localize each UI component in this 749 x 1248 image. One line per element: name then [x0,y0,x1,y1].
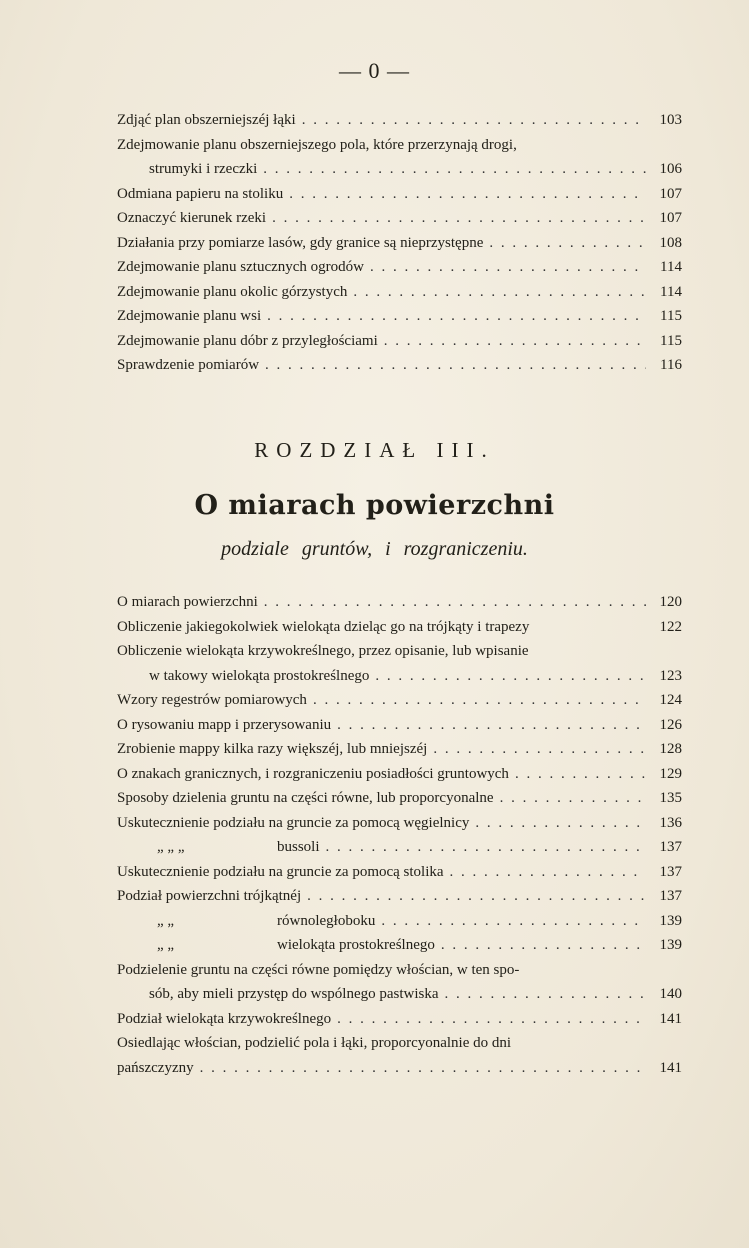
toc-entry-title [117,304,261,329]
toc-entry-title [117,353,259,378]
toc-entry-page: 137 [659,863,682,880]
toc-entry-page: 107 [659,185,682,202]
toc-entry-page: 108 [659,234,682,251]
toc-entry-text: sób, aby mieli przystęp do wspólnego pastwiska [149,986,439,1002]
toc-entry-title [117,280,347,305]
toc-entry-page: 140 [659,986,682,1002]
toc-entry-title [117,713,331,738]
dot-leader [381,909,646,934]
toc-entry [117,909,682,934]
toc-entry-title [117,108,296,133]
toc-entry [117,786,682,811]
toc-entry [117,329,682,354]
toc-entry-title [117,762,509,787]
dot-leader [433,737,646,762]
toc-entry-title [117,860,444,885]
toc-entry-text: Zdejmowanie planu obszerniejszego pola, które przerzynają drogi, [117,136,517,153]
dot-leader [337,1007,646,1032]
toc-entry [117,737,682,762]
toc-entry [117,353,682,378]
toc-entry-title [117,737,427,762]
toc-entry-title [117,909,375,934]
toc-entry-text: Oznaczyć kierunek rzeki [117,210,267,226]
toc-entry-title [117,884,301,909]
toc-entry-title [117,639,529,664]
toc-entry [117,958,682,983]
toc-entry-page: 107 [659,210,682,226]
toc-entry-text: Działania przy pomiarze lasów, gdy granice są nieprzystępne [117,234,484,251]
toc-entry-text: równoległoboku [277,912,376,929]
dot-leader [450,860,646,885]
toc-entry-text: Podział powierzchni trójkątnéj [117,888,302,904]
toc-entry-text: Odmiana papieru na stoliku [117,185,284,202]
toc-entry [117,1007,682,1032]
toc-entry-text: strumyki i rzeczki [149,161,258,177]
toc-entry-title [117,133,517,158]
toc-entry-text: wielokąta prostokreślnego [277,937,435,953]
toc-entry [117,206,682,231]
toc-entry-page: 115 [660,308,682,324]
toc-entry-title [117,615,529,640]
toc-entry-text: Obliczenie jakiegokolwiek wielokąta dzieląc go na trójkąty i trapezy [117,618,530,635]
toc-entry-page: 114 [660,259,682,275]
toc-entry-page: 139 [659,937,682,953]
toc-entry [117,860,682,885]
toc-entry-text: Uskutecznienie podziału na gruncie za pomocą stolika [117,863,444,880]
dot-leader [267,304,646,329]
toc-entry [117,108,682,133]
dot-leader [515,762,646,787]
toc-entry [117,688,682,713]
toc-entry-page: 141 [659,1059,682,1076]
dot-leader [302,108,646,133]
toc-entry-title [149,982,439,1007]
toc-entry-text: bussoli [277,839,320,855]
dot-leader [264,590,646,615]
toc-entry-title [117,1007,331,1032]
dot-leader [200,1056,646,1081]
toc-entry-text: Wzory regestrów pomiarowych [117,692,307,708]
toc-entry [117,157,682,182]
toc-entry [117,713,682,738]
toc-entry [117,1031,682,1056]
toc-entry-page: 124 [659,692,682,708]
toc-entry [117,231,682,256]
toc-entry-page: 129 [659,765,682,782]
toc-entry-page: 115 [660,332,682,349]
toc-entry [117,811,682,836]
dot-leader [384,329,646,354]
toc-entry-text: Zdjąć plan obszerniejszéj łąki [117,112,296,128]
dot-leader [289,182,646,207]
toc-entry [117,182,682,207]
ditto-mark: „ „ [157,937,175,953]
toc-entry-page: 137 [659,839,682,855]
toc-entry [117,615,682,640]
section-title: O miarach powierzchni [194,490,555,521]
toc-entry-text: Sprawdzenie pomiarów [117,357,260,373]
toc-entry-title [117,933,435,958]
toc-entry-text: w takowy wielokąta prostokreślnego [149,667,370,684]
toc-entry-title [117,231,483,256]
dot-leader [475,811,646,836]
toc-entry-page: 106 [659,161,682,177]
toc-entry [117,664,682,689]
dot-leader [263,157,646,182]
toc-entry-page: 136 [659,814,682,831]
toc-entry-page: 103 [659,112,682,128]
toc-entry [117,280,682,305]
section-subtitle: podziale gruntów, i rozgraniczeniu. [221,538,528,560]
toc-entry-title [117,958,519,983]
dot-leader [313,688,646,713]
toc-entry-title [117,182,283,207]
toc-entry [117,884,682,909]
toc-entry-title [149,157,257,182]
table-of-contents-top [117,108,682,378]
toc-entry [117,304,682,329]
ditto-mark: „ „ „ [157,839,185,855]
toc-entry-text: Podział wielokąta krzywokreślnego [117,1010,332,1027]
toc-entry-text: Sposoby dzielenia gruntu na części równe, lub proporcyonalne [117,790,494,806]
toc-entry-title [149,664,369,689]
toc-entry-title [117,786,494,811]
page-marker: — 0 — [339,58,410,83]
toc-entry [117,982,682,1007]
toc-entry [117,255,682,280]
toc-entry-text: Uskutecznienie podziału na gruncie za pomocą węgielnicy [117,814,470,831]
toc-entry [117,1056,682,1081]
dot-leader [445,982,646,1007]
dot-leader [265,353,646,378]
dot-leader [353,280,646,305]
toc-entry-text: Osiedlając włościan, podzielić pola i łąki, proporcyonalnie do dni [117,1035,512,1051]
toc-entry-text: O rysowaniu mapp i przerysowaniu [117,716,332,733]
toc-entry-page: 128 [659,741,682,757]
toc-entry-text: Podzielenie gruntu na części równe pomiędzy włościan, w ten spo- [117,961,520,978]
toc-entry-text: Zdejmowanie planu okolic górzystych [117,283,348,300]
chapter-heading: ROZDZIAŁ III. [254,438,495,462]
toc-entry-title [117,590,258,615]
toc-entry [117,762,682,787]
dot-leader [500,786,646,811]
toc-entry-text: O znakach granicznych, i rozgraniczeniu posiadłości gruntowych [117,765,509,782]
dot-leader [272,206,646,231]
dot-leader [370,255,646,280]
dot-leader [326,835,646,860]
toc-entry-page: 122 [659,618,682,635]
toc-entry-text: O miarach powierzchni [117,594,258,610]
toc-entry [117,639,682,664]
toc-entry [117,835,682,860]
dot-leader [307,884,646,909]
toc-entry-page: 123 [659,667,682,684]
dot-leader [489,231,646,256]
toc-entry-page: 116 [660,357,682,373]
dot-leader [441,933,646,958]
toc-entry-title [117,255,364,280]
toc-entry-page: 139 [659,912,682,929]
toc-entry-page: 114 [660,283,682,300]
toc-entry-text: Zdejmowanie planu wsi [117,308,262,324]
dot-leader [375,664,646,689]
toc-entry-page: 126 [659,716,682,733]
toc-entry-title [117,811,469,836]
toc-entry-text: Zrobienie mappy kilka razy większéj, lub mniejszéj [117,741,428,757]
table-of-contents-bottom [117,590,682,1080]
dot-leader [337,713,646,738]
toc-entry-page: 141 [659,1010,682,1027]
toc-entry-page: 135 [659,790,682,806]
toc-entry-text: Obliczenie wielokąta krzywokreślnego, przez opisanie, lub wpisanie [117,643,529,659]
toc-entry-title [117,835,320,860]
toc-entry [117,133,682,158]
toc-entry-page: 120 [659,594,682,610]
toc-entry-title [117,1056,194,1081]
ditto-mark: „ „ [157,912,175,929]
toc-entry [117,590,682,615]
toc-entry-title [117,206,266,231]
toc-entry-text: pańszczyzny [117,1059,194,1076]
toc-entry-title [117,1031,511,1056]
toc-entry-text: Zdejmowanie planu sztucznych ogrodów [117,259,365,275]
toc-entry-title [117,329,378,354]
toc-entry-page: 137 [659,888,682,904]
toc-entry-title [117,688,307,713]
toc-entry-text: Zdejmowanie planu dóbr z przyległościami [117,332,378,349]
toc-entry [117,933,682,958]
